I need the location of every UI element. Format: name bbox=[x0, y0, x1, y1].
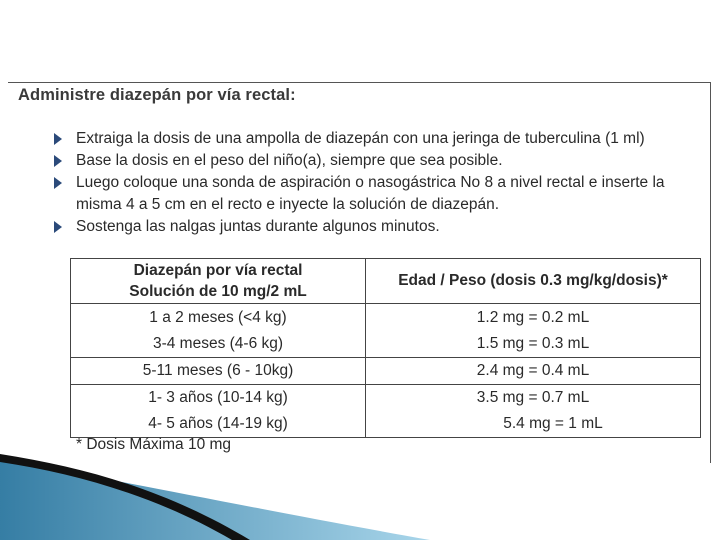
bullet-arrow-icon bbox=[54, 221, 62, 233]
cell-line: 3-4 meses (4-6 kg) bbox=[152, 334, 284, 352]
decorative-wave bbox=[0, 440, 720, 540]
dosage-table bbox=[70, 258, 701, 438]
column-header-preparation bbox=[71, 259, 366, 304]
table-header-row bbox=[71, 259, 701, 304]
dose-cell bbox=[366, 304, 701, 358]
header-line: Solución de 10 mg/2 mL bbox=[129, 283, 307, 300]
instruction-text: Base la dosis en el peso del niño(a), siempre que sea posible. bbox=[76, 152, 503, 169]
instruction-item bbox=[52, 128, 692, 150]
bullet-arrow-icon bbox=[54, 133, 62, 145]
cell-line: 1 a 2 meses (<4 kg) bbox=[149, 308, 287, 326]
cell-line: 5-11 meses (6 - 10kg) bbox=[142, 362, 294, 379]
dose-cell bbox=[366, 385, 701, 438]
cell-line: 1.2 mg = 0.2 mL bbox=[476, 308, 590, 326]
footnote: * Dosis Máxima 10 mg bbox=[76, 436, 232, 453]
bullet-arrow-icon bbox=[54, 155, 62, 167]
bullet-arrow-icon bbox=[54, 177, 62, 189]
instruction-item bbox=[52, 216, 692, 238]
age-weight-cell bbox=[71, 358, 366, 385]
cell-line: 2.4 mg = 0.4 mL bbox=[476, 362, 590, 379]
age-weight-cell bbox=[71, 304, 366, 358]
instruction-list bbox=[52, 128, 692, 238]
age-weight-cell bbox=[71, 385, 366, 438]
table-row bbox=[71, 304, 701, 358]
cell-line: 5.4 mg = 1 mL bbox=[503, 415, 603, 432]
instruction-text: Sostenga las nalgas juntas durante algunos minutos. bbox=[76, 218, 440, 235]
cell-line: 1- 3 años (10-14 kg) bbox=[148, 389, 288, 406]
table-row bbox=[71, 358, 701, 385]
column-header-dose: Edad / Peso (dosis 0.3 mg/kg/dosis)* bbox=[366, 259, 701, 304]
cell-line: 4- 5 años (14-19 kg) bbox=[148, 415, 288, 432]
header-line: Diazepán por vía rectal bbox=[133, 262, 303, 279]
cell-line: 1.5 mg = 0.3 mL bbox=[476, 334, 590, 352]
instruction-text: Luego coloque una sonda de aspiración o nasogástrica No 8 a nivel rectal e inserte la misma 4 a 5 cm en el recto e inyecte la solución de diazepán. bbox=[76, 174, 665, 213]
dose-cell bbox=[366, 358, 701, 385]
cell-line: 3.5 mg = 0.7 mL bbox=[476, 389, 590, 406]
instruction-text: Extraiga la dosis de una ampolla de diazepán con una jeringa de tuberculina (1 ml) bbox=[76, 130, 645, 147]
table-row bbox=[71, 385, 701, 438]
instruction-item bbox=[52, 172, 692, 216]
instruction-item bbox=[52, 150, 692, 172]
document-title: Administre diazepán por vía rectal: bbox=[18, 86, 296, 104]
